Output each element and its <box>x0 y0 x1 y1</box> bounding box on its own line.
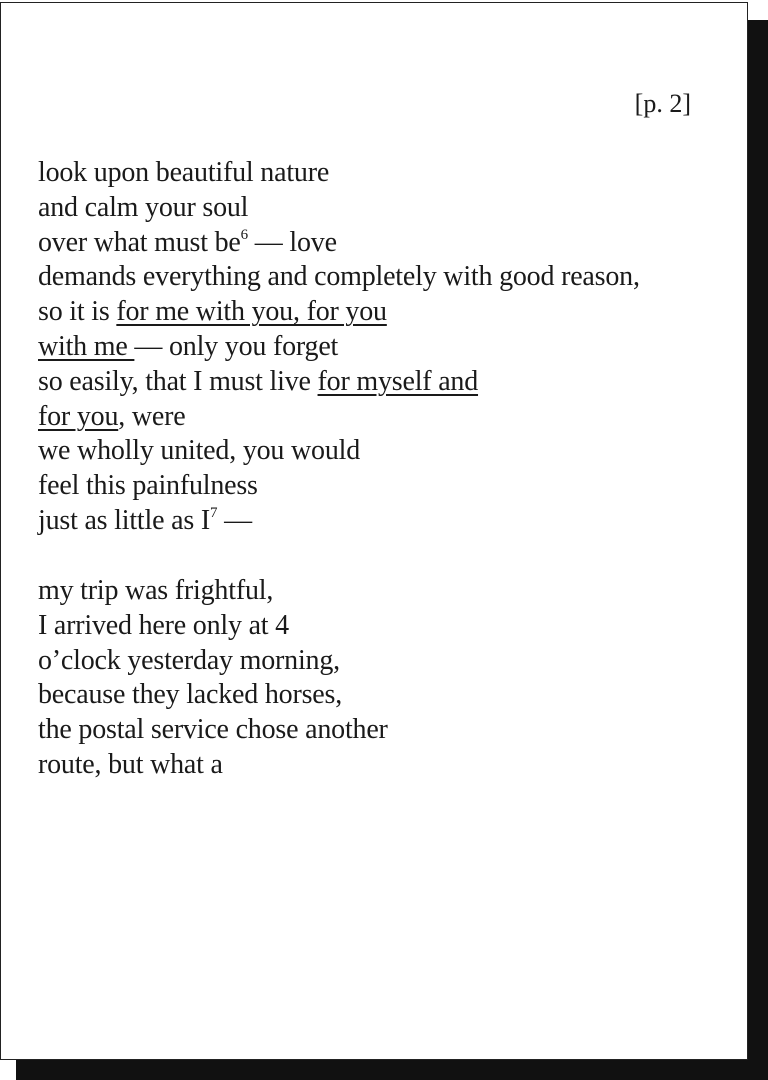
line-text: — only you forget <box>134 330 339 362</box>
text-line <box>38 191 640 226</box>
text-line <box>38 330 640 365</box>
line-text: and calm your soul <box>38 191 249 223</box>
text-line <box>38 400 640 435</box>
text-line <box>38 678 388 713</box>
line-text: because they lacked horses, <box>38 679 343 711</box>
text-line <box>38 574 388 609</box>
underlined-text: with me <box>38 330 135 362</box>
underlined-text: for me with you, for you <box>116 296 387 328</box>
text-line <box>38 260 640 295</box>
underlined-text: for you <box>38 400 119 432</box>
footnote-marker: 6 <box>240 226 248 243</box>
line-text: I arrived here only at 4 <box>38 609 289 641</box>
line-text: feel this painfulness <box>38 470 258 502</box>
footnote-marker: 7 <box>209 504 218 521</box>
line-text: o’clock yesterday morning, <box>38 644 340 676</box>
line-text: , were <box>118 400 186 432</box>
stanza-1 <box>38 156 640 539</box>
line-text: just as little as I <box>38 504 210 536</box>
text-line <box>38 504 640 539</box>
text-line <box>38 609 388 644</box>
letter-page <box>0 2 748 1060</box>
text-line <box>38 748 388 783</box>
text-line <box>38 644 388 679</box>
line-text: over what must be <box>38 226 241 258</box>
underlined-text: for myself and <box>317 365 479 397</box>
line-text: demands everything and completely with good reason, <box>38 261 640 293</box>
line-text: look upon beautiful nature <box>38 157 330 188</box>
line-text: so easily, that I must live <box>38 365 318 397</box>
text-line <box>38 469 640 504</box>
text-line <box>38 713 388 748</box>
stanza-2 <box>38 574 388 783</box>
text-line <box>38 156 640 191</box>
line-text: — <box>217 504 252 536</box>
text-line <box>38 295 640 330</box>
page-number: [p. 2] <box>634 89 691 118</box>
line-text: we wholly united, you would <box>38 435 361 467</box>
text-line <box>38 365 640 400</box>
line-text: the postal service chose another <box>38 714 388 746</box>
line-text: route, but what a <box>38 748 223 780</box>
line-text: my trip was frightful, <box>38 575 274 606</box>
line-text: — love <box>247 226 337 258</box>
text-line <box>38 434 640 469</box>
line-text: so it is <box>38 296 117 328</box>
text-line <box>38 226 640 261</box>
